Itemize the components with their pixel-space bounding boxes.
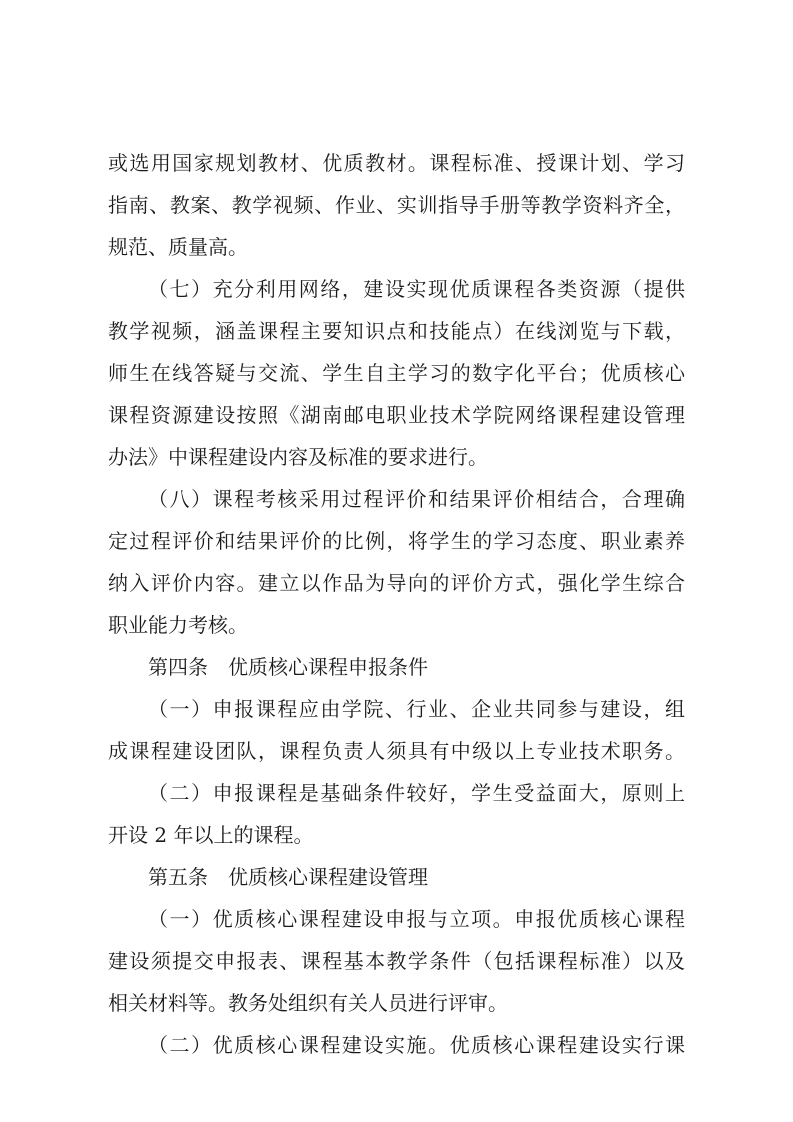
text-line: 课程资源建设按照《湖南邮电职业技术学院网络课程建设管理 <box>108 403 685 427</box>
text-line: 相关材料等。教务处组织有关人员进行评审。 <box>108 991 508 1015</box>
text-line: 指南、教案、教学视频、作业、实训指导手册等教学资料齐全， <box>108 193 685 217</box>
text-line: 师生在线答疑与交流、学生自主学习的数字化平台；优质核心 <box>108 361 685 385</box>
text-line: 开设 2 年以上的课程。 <box>108 823 314 847</box>
text-line: （二）优质核心课程建设实施。优质核心课程建设实行课 <box>148 1033 685 1057</box>
text-line: （八）课程考核采用过程评价和结果评价相结合，合理确 <box>148 487 685 511</box>
text-line: （二）申报课程是基础条件较好，学生受益面大，原则上 <box>148 781 685 805</box>
text-line: 定过程评价和结果评价的比例，将学生的学习态度、职业素养 <box>108 529 685 553</box>
article-heading: 第五条 优质核心课程建设管理 <box>148 865 428 889</box>
text-line: 纳入评价内容。建立以作品为导向的评价方式，强化学生综合 <box>108 571 685 595</box>
text-line: （一）优质核心课程建设申报与立项。申报优质核心课程 <box>148 907 685 931</box>
article-heading: 第四条 优质核心课程申报条件 <box>148 655 428 679</box>
text-line: （七）充分利用网络，建设实现优质课程各类资源（提供 <box>148 277 685 301</box>
text-line: 职业能力考核。 <box>108 613 248 637</box>
text-line: 或选用国家规划教材、优质教材。课程标准、授课计划、学习 <box>108 151 685 175</box>
text-line: （一）申报课程应由学院、行业、企业共同参与建设，组 <box>148 697 685 721</box>
text-line: 办法》中课程建设内容及标准的要求进行。 <box>108 445 488 469</box>
text-line: 规范、质量高。 <box>108 235 248 259</box>
text-line: 建设须提交申报表、课程基本教学条件（包括课程标准）以及 <box>108 949 685 973</box>
text-line: 成课程建设团队，课程负责人须具有中级以上专业技术职务。 <box>108 739 685 763</box>
text-line: 教学视频，涵盖课程主要知识点和技能点）在线浏览与下载， <box>108 319 685 343</box>
